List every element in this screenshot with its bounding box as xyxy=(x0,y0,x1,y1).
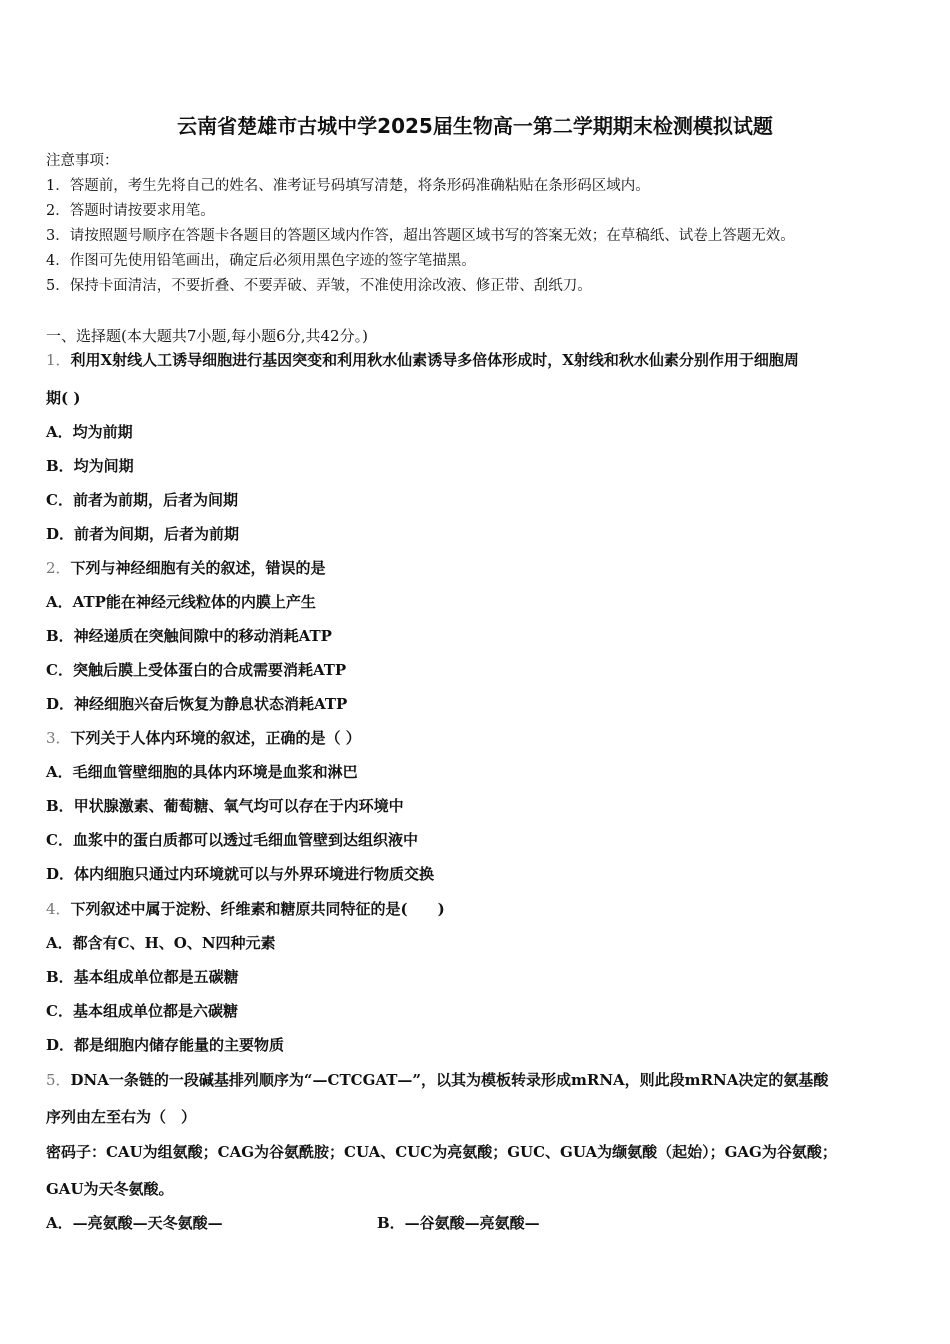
notice-item: 4．作图可先使用铅笔画出，确定后必须用黑色字迹的签字笔描黑。 xyxy=(46,253,476,269)
option-c: C．基本组成单位都是六碳糖 xyxy=(46,1002,238,1020)
question-number: 1． xyxy=(46,351,71,369)
question-3-stem xyxy=(46,728,361,748)
option-a: A．ATP能在神经元线粒体的内膜上产生 xyxy=(46,593,316,611)
option-d: D．神经细胞兴奋后恢复为静息状态消耗ATP xyxy=(46,695,348,713)
option-b: B．均为间期 xyxy=(46,457,134,475)
option-a: A．—亮氨酸—天冬氨酸— xyxy=(46,1214,223,1232)
question-text: 利用X射线人工诱导细胞进行基因突变和利用秋水仙素诱导多倍体形成时，X射线和秋水仙素分别作用于细胞周 xyxy=(70,351,799,369)
question-5-stem-cont: 序列由左至右为（ ） xyxy=(46,1108,197,1126)
codon-table-line: GAU为天冬氨酸。 xyxy=(46,1180,174,1198)
question-text: 下列与神经细胞有关的叙述，错误的是 xyxy=(70,559,326,577)
option-c: C．突触后膜上受体蛋白的合成需要消耗ATP xyxy=(46,661,347,679)
notice-item: 3．请按照题号顺序在答题卡各题目的答题区域内作答，超出答题区域书写的答案无效；在草稿纸、试卷上答题无效。 xyxy=(46,228,795,244)
question-5-stem xyxy=(46,1070,828,1090)
question-number: 2． xyxy=(46,559,71,577)
option-a: A．都含有C、H、O、N四种元素 xyxy=(46,934,276,952)
option-a: A．均为前期 xyxy=(46,423,133,441)
question-text: DNA一条链的一段碱基排列顺序为“—CTCGAT—”，以其为模板转录形成mRNA，则此段mRNA决定的氨基酸 xyxy=(70,1071,829,1089)
codon-table-line: 密码子：CAU为组氨酸；CAG为谷氨酰胺；CUA、CUC为亮氨酸；GUC、GUA为缬氨酸（起始）；GAG为谷氨酸； xyxy=(46,1143,837,1161)
question-4-stem xyxy=(46,899,445,919)
notice-heading: 注意事项： xyxy=(46,153,119,169)
page-title: 云南省楚雄市古城中学2025届生物高一第二学期期末检测模拟试题 xyxy=(177,114,773,138)
notice-item: 5．保持卡面清洁，不要折叠、不要弄破、弄皱，不准使用涂改液、修正带、刮纸刀。 xyxy=(46,278,592,294)
question-text: 下列关于人体内环境的叙述，正确的是（ ） xyxy=(70,729,361,747)
option-b: B．—谷氨酸—亮氨酸— xyxy=(377,1214,540,1232)
option-d: D．体内细胞只通过内环境就可以与外界环境进行物质交换 xyxy=(46,865,435,883)
option-c: C．血浆中的蛋白质都可以透过毛细血管壁到达组织液中 xyxy=(46,831,418,849)
option-b: B．神经递质在突触间隙中的移动消耗ATP xyxy=(46,627,332,645)
question-number: 5． xyxy=(46,1071,71,1089)
notice-item: 2．答题时请按要求用笔。 xyxy=(46,203,215,219)
question-1-stem xyxy=(46,350,799,370)
question-number: 3． xyxy=(46,729,71,747)
section-heading: 一、选择题(本大题共7小题,每小题6分,共42分。) xyxy=(46,327,368,345)
option-a: A．毛细血管壁细胞的具体内环境是血浆和淋巴 xyxy=(46,763,358,781)
option-b: B．甲状腺激素、葡萄糖、氧气均可以存在于内环境中 xyxy=(46,797,404,815)
option-c: C．前者为前期，后者为间期 xyxy=(46,491,238,509)
question-1-stem-cont: 期( ) xyxy=(46,389,81,407)
option-d: D．前者为间期，后者为前期 xyxy=(46,525,240,543)
question-number: 4． xyxy=(46,900,71,918)
question-2-stem xyxy=(46,558,326,578)
question-text: 下列叙述中属于淀粉、纤维素和糖原共同特征的是( ) xyxy=(70,900,445,918)
option-b: B．基本组成单位都是五碳糖 xyxy=(46,968,239,986)
notice-item: 1．答题前，考生先将自己的姓名、准考证号码填写清楚，将条形码准确粘贴在条形码区域内。 xyxy=(46,178,650,194)
option-d: D．都是细胞内储存能量的主要物质 xyxy=(46,1036,285,1054)
